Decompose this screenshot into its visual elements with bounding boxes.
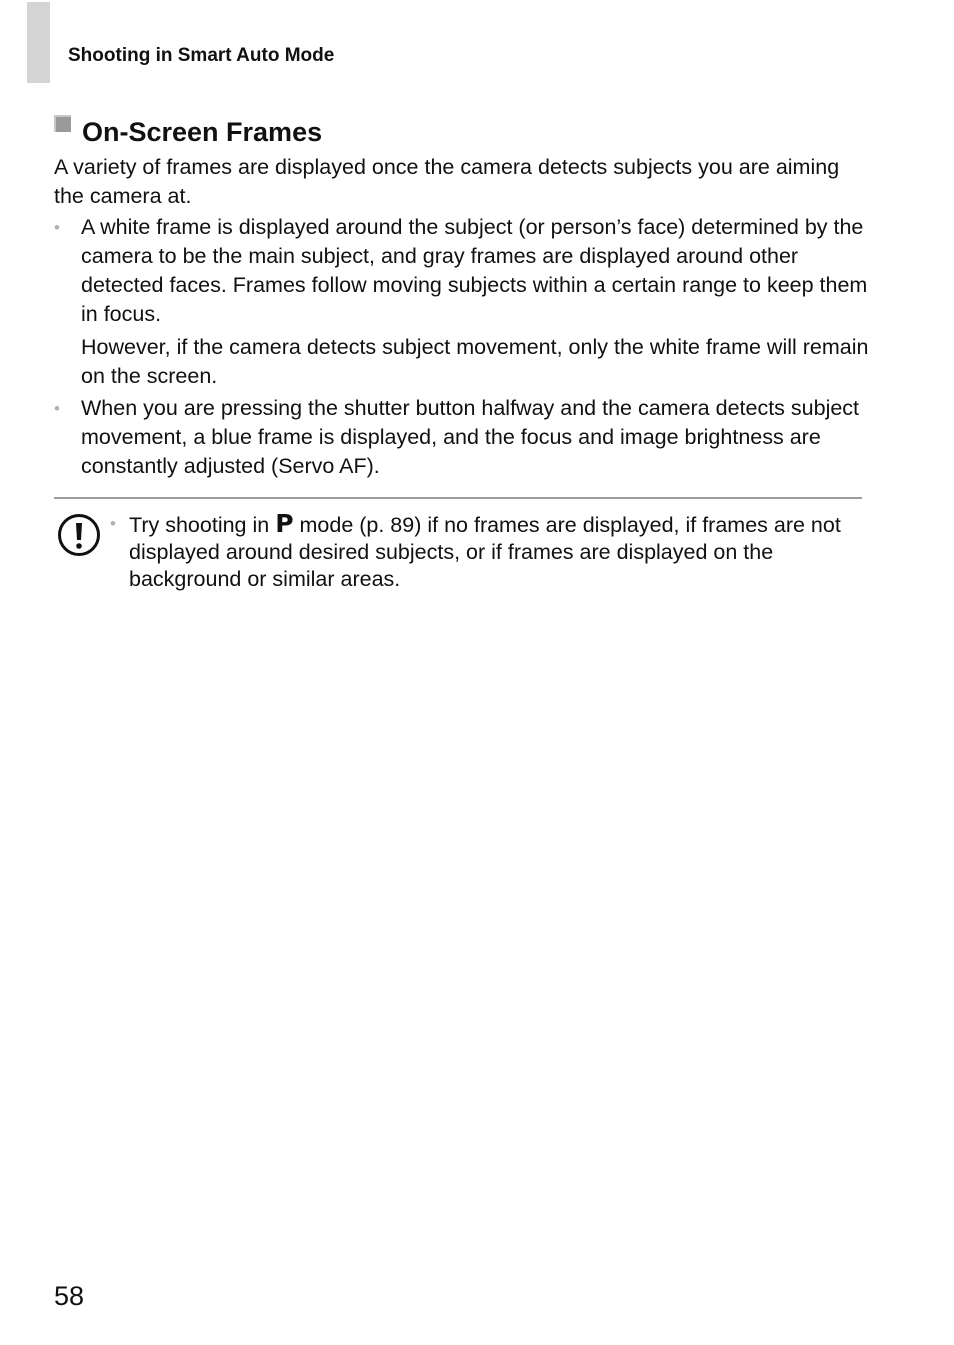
list-item-continuation <box>54 333 874 391</box>
list-item-text: When you are pressing the shutter button halfway and the camera detects subject movement, a blue frame is displayed, and the focus and image brightness are constantly adjusted (Servo AF). <box>81 396 860 478</box>
caution-icon <box>57 513 101 557</box>
section-divider <box>54 497 862 499</box>
list-item-text: A white frame is displayed around the subject (or person’s face) determined by the camera to be the main subject, and gray frames are displayed around other detected faces. Frames follow moving subjects within a certain range to keep them in focus. <box>81 215 868 326</box>
gray-square-icon <box>54 115 73 134</box>
side-tab-marker <box>27 2 50 83</box>
program-mode-icon: P <box>275 509 294 538</box>
caution-note-text <box>129 510 860 593</box>
caution-text-before: Try shooting in <box>129 513 276 537</box>
bullet-marker: • <box>110 514 116 533</box>
page-number: 58 <box>54 1281 85 1311</box>
list-item <box>54 213 874 329</box>
bullet-marker: • <box>54 218 60 237</box>
list-item <box>54 394 874 481</box>
section-intro: A variety of frames are displayed once the camera detects subjects you are aiming the camera at. <box>54 155 840 208</box>
running-header: Shooting in Smart Auto Mode <box>68 45 335 66</box>
section-title: On-Screen Frames <box>82 117 323 147</box>
caution-note <box>110 510 860 593</box>
bullet-marker: • <box>54 399 60 418</box>
list-item-continuation-text: However, if the camera detects subject movement, only the white frame will remain on the screen. <box>81 335 869 388</box>
caution-text-after: mode (p. 89) if no frames are displayed, if frames are not displayed around desired subjects, or if frames are displayed on the background or similar areas. <box>129 513 841 591</box>
